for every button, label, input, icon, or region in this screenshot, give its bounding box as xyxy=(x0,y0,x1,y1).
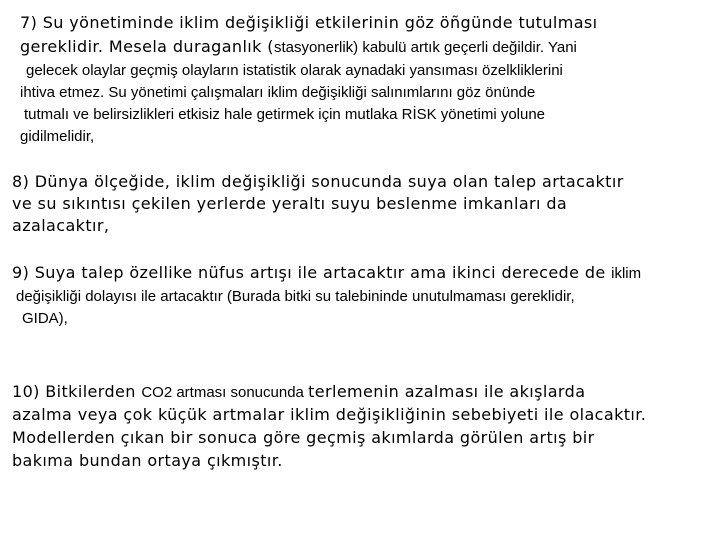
item-9-line-2: değişikliği dolayısı ile artacaktır (Burada bitki su talebininde unutulmaması gereklidir, xyxy=(16,288,575,305)
item-8-line-1: 8) Dünya ölçeğide, iklim değişikliği sonucunda suya olan talep artacaktır xyxy=(12,172,624,191)
item-9-line-1b: iklim xyxy=(611,265,642,282)
item-8-line-3: azalacaktır, xyxy=(12,216,110,235)
item-7-line-2a: gereklidir. Mesela duraganlık ( xyxy=(20,37,274,56)
item-10-line-4: bakıma bundan ortaya çıkmıştır. xyxy=(12,451,283,470)
item-8-line-2: ve su sıkıntısı çekilen yerlerde yeraltı suyu beslenme imkanları da xyxy=(12,194,568,213)
item-7-line-6: gidilmelidir, xyxy=(20,128,95,145)
item-7-line-2 xyxy=(20,36,577,59)
item-9-line-1a: 9) Suya talep özellike nüfus artışı ile artacaktır ama ikinci derecede de xyxy=(12,263,612,282)
item-10-line-2: azalma veya çok küçük artmalar iklim değişikliğinin sebebiyeti ile olacaktır. xyxy=(12,405,647,424)
item-7-line-1: 7) Su yönetiminde iklim değişikliği etkilerinin göz öñgünde tutulması xyxy=(20,13,598,32)
item-7-line-3: gelecek olaylar geçmiş olayların istatistik olarak aynadaki yansıması özelkliklerini xyxy=(26,62,563,79)
item-10-line-3: Modellerden çıkan bir sonuca göre geçmiş akımlarda görülen artış bir xyxy=(12,428,595,447)
item-10-line-1b: CO2 artması sonucunda xyxy=(141,384,309,401)
item-10-line-1c: terlemenin azalması ile akışlarda xyxy=(308,382,586,401)
item-7-line-2b: stasyonerlik) kabulü artık geçerli değildir. Yani xyxy=(273,39,577,56)
item-7-line-4: ihtiva etmez. Su yönetimi çalışmaları iklim değişikliği salınımlarını göz önünde xyxy=(20,84,536,101)
item-9-line-1 xyxy=(12,262,641,285)
item-7-line-5: tutmalı ve belirsizlikleri etkisiz hale getirmek için mutlaka RİSK yönetimi yolune xyxy=(24,106,546,123)
item-10-line-1 xyxy=(12,381,585,404)
item-9-line-3: GIDA), xyxy=(22,310,68,327)
item-10-line-1a: 10) Bitkilerden xyxy=(12,382,142,401)
